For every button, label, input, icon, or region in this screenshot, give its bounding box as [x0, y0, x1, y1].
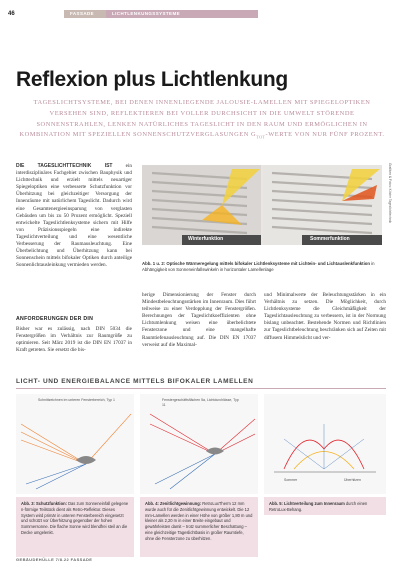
caption-5-text: durch einen RetroLux-Behang. — [269, 501, 368, 512]
section-divider — [16, 388, 386, 389]
page-number: 46 — [8, 11, 15, 17]
diagram-panel-1 — [16, 394, 134, 494]
footer: GEBÄUDEHÜLLE 7/8.22 FASSADE — [16, 557, 93, 562]
caption-3-bold: Abb. 3: Schutzfunktion: — [21, 501, 67, 506]
subheading: ANFORDERUNGEN DER DIN — [16, 316, 94, 322]
lead-paragraph — [16, 98, 388, 143]
retroreflector-diagram — [16, 394, 134, 494]
caption-5-bold: Abb. 5: Lichtverteilung zum Innenraum — [269, 501, 345, 506]
caption-3-text: Das zum Sonneneinfall gelegene n-förmige Teilstück dient als Retro-Reflektor. Dieses System wird primär in unteren Fensterbereich eingesetzt und schützt vor Überhitzung gegenüber der hohen Sommersonne. Die flache Sonne wird blendfrei steil an die Decke umgelenkt. — [21, 501, 129, 535]
caption-3 — [16, 497, 134, 557]
caption-4 — [140, 497, 258, 557]
topic-tag: LICHTLENKUNGSSYSTEME — [106, 10, 258, 18]
winter-label: Winterfunktion — [188, 236, 224, 242]
photo-credit — [384, 165, 392, 245]
diagram-1-label: Schnittzeichnen im unteren Fensterbereich, Typ 1 — [38, 398, 115, 402]
diagram-3-right-label: Überhitzen — [344, 478, 361, 482]
column-3: und Minimalwerte der Beleuchtungsstärken in ein Verhältnis zu setzen. Die Möglichkeit, durch Lichtlenksysteme die Gleichmäßigkeit der Tageslichtausleuchtung zu verbessern, ist in der Normung bislang unbeachtet. Bestehende Normen und Richtlinien zur Tageslichtbeleuchtung beschränken sich auf Zeiten mit diffusem Himmelslicht und ver- — [264, 292, 386, 341]
figure-top-caption — [142, 261, 382, 273]
figure-top-caption-bold: Abb. 1 u. 2: Optische Wärmeregelung mittels bifokaler Lichtlenksysteme mit Lichtein- und Lichtauslenkfunktion — [142, 261, 371, 266]
column-1-lead-in: DIE TAGESLICHTTECHNIK IST — [16, 163, 113, 169]
article-title: Reflexion plus Lichtlenkung — [16, 68, 288, 91]
diagram-panel-3 — [264, 394, 386, 494]
column-2: herige Dimensionierung der Fenster durch Mindestbeleuchtungsstärken im Innenraum. Dies führt teilweise zu einer Verdopplung der Fenstergrößen. Berechnungen der Tageslichtkoeffizienten ohne Lichtumlenkung weisen eine überbelichtete Fensterzone und eine mangelhafte Raumtiefenausleuchtung auf. Die DIN EN 17037 verweist auf die Maximal- — [142, 292, 256, 348]
caption-5 — [264, 497, 386, 515]
figure-top — [142, 165, 382, 245]
figure-top-caption-rest: in Abhängigkeit von Sonneneinfallswinkeln in horizontaler Lamellenlage — [142, 261, 375, 273]
section-title: LICHT- UND ENERGIEBALANCE MITTELS BIFOKALER LAMELLEN — [16, 378, 254, 385]
zenith-light-diagram — [140, 394, 258, 494]
diagram-2-label: Fenstergeschäftsflächen 5a, Lichtdurchlässe, Typ 11 — [162, 398, 239, 407]
lead-tail: -WERTE VON NUR FÜNF PROZENT. — [265, 131, 385, 139]
column-1-text-2: Bisher war es zulässig, nach DIN 5034 die Fenstergrößen im Verhältnis zur Raumgröße zu optimieren. Seit März 2019 ist die DIN EN 17037 in Kraft getreten. Sie ersetzt die bis- — [16, 326, 132, 354]
column-1 — [16, 163, 132, 269]
diagram-panel-2 — [140, 394, 258, 494]
photo-credit-text: Grafiken & Fotos: Köster Tageslichttechnik — [388, 163, 392, 223]
diagram-3-left-label: Sommer — [284, 478, 298, 482]
lead-subscript: TOT — [256, 134, 266, 140]
section-tag: FASSADE — [64, 10, 116, 18]
caption-4-bold: Abb. 4: Zenitlichtgewinnung: — [145, 501, 202, 506]
lamella-photo — [142, 165, 382, 245]
column-1-text: ein interdisziplinäres Fachgebiet zwischen Bauphysik und Lichttechnik und erzielt mittels neuartiger Spiegeloptiken eine verbesserte Schutzfunktion vor Überhitzung bei gleichzeitiger Versorgung der Innenräume mit natürlichem Tageslicht. Dadurch wird eine Gesamtenergieeinsparung von verglasten Gebäuden um bis zu 50 Prozent ermöglicht. Speziell entwickelte Tageslichtlenksysteme sichern mit Hilfe von Präzisionsspiegeln eine indirekte Tageslichtverteilung und eine wesentliche Verbesserung der Raumausleuchtung. Eine Überbelichtung und Überhitzung kann bei Sonnenschein mittels bifokaler Optiken durch anteilige Sonnenlichtausleinkung vermieden werden. — [16, 163, 132, 269]
light-distribution-diagram — [264, 394, 386, 494]
caption-4-text: RetroLuxTherm 12 mm wurde auch für die Zenitlichtgewinnung entwickelt. Die 12 mm-Lamellen werden in einer Höhe von größer 1,80 m und kleiner als 2,20 m in einer Breite eingebaut und gewährleisten damit – trotz summerlicher Beschattung – eine gleichzeitige Tageslichtbasis in großer Raumtiefe, ohne die Fensterzone zu überhitzen. — [145, 501, 253, 541]
summer-label: Sommerfunktion — [310, 236, 350, 242]
lead-text: TAGESLICHTSYSTEME, BEI DENEN INNENLIEGENDE JALOUSIE-LAMELLEN MIT SPIEGELOPTIKEN VERSEHEN SIND, REFLEKTIEREN BEI VOLLER DURCHSICHT IN DIE UMWELT STÖRENDE SONNENSTRAHLEN, LENKEN NATÜRLICHES TAGESLICHT IN DEN RAUM UND ERMÖGLICHEN IN KOMBINATION MIT SPEZIELLEN SONNENSCHUTZVERGLASUNGEN G — [19, 99, 371, 139]
